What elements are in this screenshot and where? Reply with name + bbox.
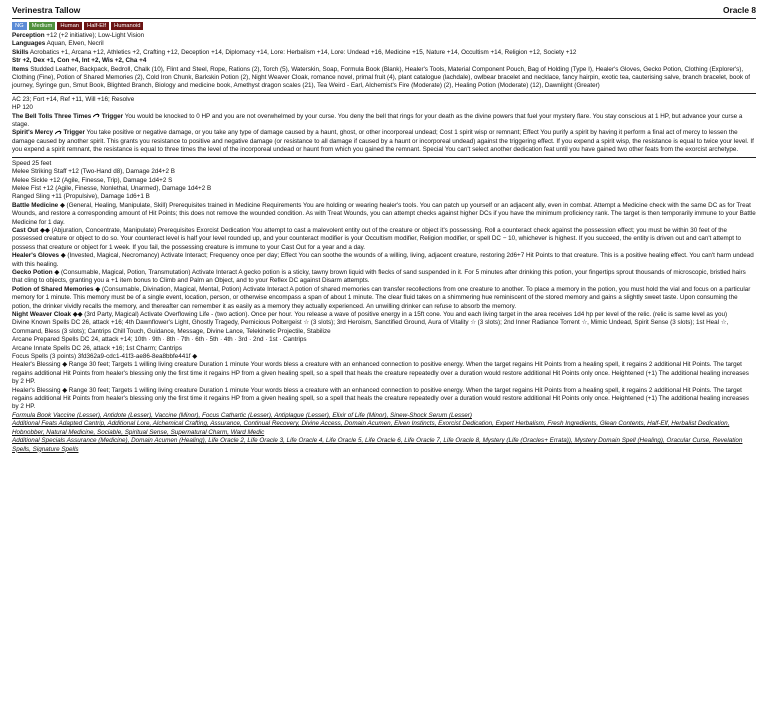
ability-battle-medicine: Battle Medicine ◆ (General, Healing, Manipulate, Skill) Prerequisites trained in Medicine Requirements You are holding or wearing healer's tools. You can patch up yourself or an adjacent ally, even in combat. Attempt a Medicine check with the same DC as for Treat Wounds, and restore a corresponding amount of Hit Points; this does not remove the wounded condition. As with Treat Wounds, you can attempt checks against higher DCs if you have the minimum proficiency rank. The target is then temporarily immune to your Battle Medicine for 1 day. bbox=[12, 201, 756, 226]
focus-spell-entry: Healer's Blessing ◆ Range 30 feet; Targets 1 willing living creature Duration 1 minute Your words bless a creature with an enhanced connection to positive energy. When the target regains Hit Points from a healing spell, it regains 2 additional Hit Points. The target regains additional Hit Points from healer's blessing only the first time it regains HP from a given healing spell, so a spell that heals the creature repeatedly over a duration would restore additional Hit Points only once. Heightened (+1) The additional healing increases by 2 HP. bbox=[12, 386, 749, 411]
arcane-innate-line: Arcane Innate Spells DC 26, attack +16; 1st Charm; Cantrips bbox=[12, 344, 182, 352]
trait-alignment: NG bbox=[12, 22, 27, 30]
character-level: Oracle 8 bbox=[722, 5, 756, 15]
two-action-icon: ◆◆ bbox=[72, 311, 83, 318]
trait-heritage: Half-Elf bbox=[84, 22, 109, 30]
arcane-prepared-line: Arcane Prepared Spells DC 24, attack +14; 10th · 9th · 8th · 7th · 6th · 5th · 4th · 3rd · 2nd · 1st · Cantrips bbox=[12, 336, 307, 344]
speed-line: Speed 25 feet bbox=[12, 159, 52, 167]
ability-healers-gloves: Healer's Gloves ◆ (Invested, Magical, Necromancy) Activate Interact; Frequency once per day; Effect You can soothe the wounds of a willing, living, adjacent creature, restoring 2d6+7 Hit Points to that creature. This is a positive healing effect. You can't harm undead with this healing. bbox=[12, 252, 754, 268]
ability-gecko-potion: Gecko Potion ◆ (Consumable, Magical, Potion, Transmutation) Activate Interact A gecko potion is a sticky, tawny brown liquid with flecks of sand suspended in it. For 5 minutes after drinking this potion, your fingertips sprout thousands of microscopic, bristled hairs that cling to objects, granting you a +1 item bonus to Climb and Palm an Object, and to your Reflex DC against Disarm attempts. bbox=[12, 268, 746, 285]
strike-fist: Melee Fist +12 (Agile, Finesse, Nonlethal, Unarmed), Damage 1d4+2 B bbox=[12, 184, 212, 192]
ability-cast-out: Cast Out ◆◆ (Abjuration, Concentrate, Manipulate) Prerequisites Exorcist Dedication You attempt to cast a malevolent entity out of the creature or object it's possessing. Roll a counteract check against the possession effect; you must be within 30 feet of the possessed creature or object to do so. Your counteract level is half your level rounded up, and your counteract modifier is your Occultism modifier, Religion modifier, or spell DC − 10, whichever is highest. If you succeed, the entity is driven out and can't attempt to possess that creature or object for 1 week. If you fail, the possessing creature is immune to your Cast Out for a year and a day. bbox=[12, 226, 742, 251]
two-action-icon: ◆◆ bbox=[40, 226, 50, 234]
defense-hp-line: HP 120 bbox=[12, 104, 33, 112]
single-action-icon: ◆ bbox=[95, 285, 101, 293]
strike-sling: Ranged Sling +11 (Propulsive), Damage 1d6+1 B bbox=[12, 193, 150, 201]
trait-ancestry: Human bbox=[57, 22, 82, 30]
additional-feats-line[interactable]: Additional Feats Adapted Cantrip, Additional Lore, Alchemical Crafting, Assurance, Continual Recovery, Divine Access, Domain Acumen, Elven Instincts, Exorcist Dedication, Expert Herbalism, Fresh Ingredients, Glean Contents, Half-Elf, Herbalist Dedication, Hobnobber, Natural Medicine, Sociable, Spiritual Sense, Supernatural Charm, Ward Medic bbox=[12, 420, 730, 436]
trait-size: Medium bbox=[29, 22, 56, 30]
reaction-spirits-mercy: Spirit's Mercy Trigger You take positive or negative damage, or you take any type of damage caused by a haunt, ghost, or other incorporeal undead; Cost 1 spirit wisp or remnant; Effect You purify a spirit by having it perform a final act of mercy to lessen the damage caused by another spirit. This grants you resistance to positive and negative damage (or resistance to all damage if caused by a haunt or incorporeal undead) against the triggering effect. If you expend a spirit wisp, the resistance is equal to twice your level. If you expend a spirit remnant, the resistance is equal to three times the level of the incorporeal undead or haunt from which you gained the remnant. Special You can't select another dedication feat until you have gained two other feats from the exorcist archetype. bbox=[12, 129, 754, 154]
reaction-icon bbox=[55, 130, 62, 135]
focus-spell-entry: Healer's Blessing ◆ Range 30 feet; Targets 1 willing living creature Duration 1 minute Your words bless a creature with an enhanced connection to positive energy. When the target regains Hit Points from a healing spell, it regains 2 additional Hit Points. The target regains additional Hit Points from healer's blessing only the first time it regains HP from a given healing spell, so a spell that heals the creature repeatedly over a duration would restore additional Hit Points only once. Heightened (+1) The additional healing increases by 2 HP. bbox=[12, 361, 749, 386]
trait-list bbox=[12, 22, 756, 30]
divider bbox=[12, 93, 756, 94]
attributes-line: Str +2, Dex +1, Con +4, Int +2, Wis +2, Cha +4 bbox=[12, 57, 147, 65]
formula-book-line[interactable]: Formula Book Vaccine (Lesser), Antidote (Lesser), Vaccine (Minor), Focus Cathartic (Lesser), Antiplague (Lesser), Elixir of Life (Minor), Sinew-Shock Serum (Lesser) bbox=[12, 411, 472, 419]
single-action-icon: ◆ bbox=[54, 268, 60, 276]
additional-specials-line[interactable]: Additional Specials Assurance (Medicine), Domain Acumen (Healing), Life Oracle 2, Life Oracle 3, Life Oracle 4, Life Oracle 5, Life Oracle 6, Life Oracle 7, Life Oracle 8, Mystery (Life (Oracles+ Errata)), Mystery Domain Spell (Healing), Oracular Curse, Revelation Spells, Signature Spells bbox=[12, 437, 743, 453]
stat-block bbox=[6, 0, 762, 454]
strike-sickle: Melee Sickle +12 (Agile, Finesse, Trip), Damage 1d4+2 S bbox=[12, 176, 173, 184]
stat-header bbox=[12, 5, 756, 19]
items-line: Items Studded Leather, Backpack, Bedroll, Chalk (10), Flint and Steel, Rope, Rations (2), Torch (5), Waterskin, Soap, Formula Book (Blank), Healer's Tools, Material Component Pouch, Bag of Holding (Type I), Healer's Gloves, Gecko Potion, Clothing (Explorer's), Clothing (Fine), Potion of Shared Memories (2), Cold Iron Chunk, Barkskin Potion (2), Night Weaver Cloak, romance novel, primal fruit (4), plant catalogue (lachdale), owlbear bracelet and necklace, fancy hairpin, exotic tea, cauterising salve, branch bracelet, book of journey, Syringe gun, Smut Book, Blighted Branch, Biology and medicine book, Amethyst dragon scales (21), Tea Weird - Earl, Alchemist's Fire (Moderate) (2), Healing Potion (Moderate) (12), Dawnlight (Greater) bbox=[12, 65, 751, 90]
divine-spells-line: Divine Known Spells DC 26, attack +16; 4th Dawnflower's Light, Ghostly Tragedy, Pernicious Poltergeist ☆ (3 slots); 3rd Heroism, Sanctified Ground, Aura of Vitality ☆ (3 slots); 2nd Inner Radiance Torrent ☆, Mimic Undead, Spirit Sense (3 slots); 1st Heal ☆, Command, Bless (3 slots); Cantrips Chill Touch, Guidance, Message, Divine Lance, Telekinetic Projectile, Stabilize bbox=[12, 319, 729, 335]
focus-spells-line: Focus Spells (3 points) 3fd362a9-cdc1-41f3-ae86-8ea8bbfe441f ◆ bbox=[12, 353, 198, 361]
character-name: Verinestra Tallow bbox=[12, 5, 81, 15]
trait-type: Humanoid bbox=[111, 22, 143, 30]
reaction-icon bbox=[93, 113, 100, 118]
defense-ac-line: AC 23; Fort +14, Ref +11, Will +16; Resolve bbox=[12, 95, 135, 103]
single-action-icon: ◆ bbox=[59, 201, 65, 209]
ability-night-weaver-cloak: Night Weaver Cloak ◆◆ (3rd Party, Magical) Activate Overflowing Life - (two action). Once per hour. You release a wave of positive energy in a 15ft cone. You and each living target in the area receives 1d4 hp per level of the relic. (relic is same level as you) bbox=[12, 311, 728, 318]
single-action-icon: ◆ bbox=[60, 252, 66, 260]
divider bbox=[12, 157, 756, 158]
ability-potion-shared-memories: Potion of Shared Memories ◆ (Consumable, Divination, Magical, Mental, Potion) Activate Interact A potion of shared memories can transfer recollections from one creature to another. To place a memory in the potion, you must hold the vial and focus on a particular memory for 1 minute. This memory must be of a single event, location, person, or otherwise encompass a span of about 1 minute. The clear fluid takes on a shimmering hue reminiscent of the stored memory and gains a slightly sweet taste. Upon consuming the potion, the drinker vividly recalls the memory, and thereafter can remember it as easily as a memory they actually experienced. An unwilling drinker can refuse to absorb the memory. bbox=[12, 285, 751, 310]
strike-staff: Melee Striking Staff +12 (Two-Hand d8), Damage 2d4+2 B bbox=[12, 168, 175, 176]
perception-line: Perception +12 (+2 initiative); Low-Light Vision bbox=[12, 32, 145, 39]
reaction-bell-tolls: The Bell Tolls Three Times Trigger You would be knocked to 0 HP and you are not overwhelmed by your curse. You deny the bell that rings for your death as the divine powers that fuel your mystery flare. You stay conscious at 1 HP, but advance your curse a stage. bbox=[12, 112, 743, 129]
skills-line: Skills Acrobatics +1, Arcana +12, Athletics +2, Crafting +12, Deception +14, Diplomacy +14, Lore: Herbalism +14, Lore: Undead +16, Medicine +15, Nature +14, Occultism +14, Religion +12, Society +12 bbox=[12, 48, 577, 56]
languages-line: Languages Aquan, Elven, Necril bbox=[12, 40, 104, 48]
